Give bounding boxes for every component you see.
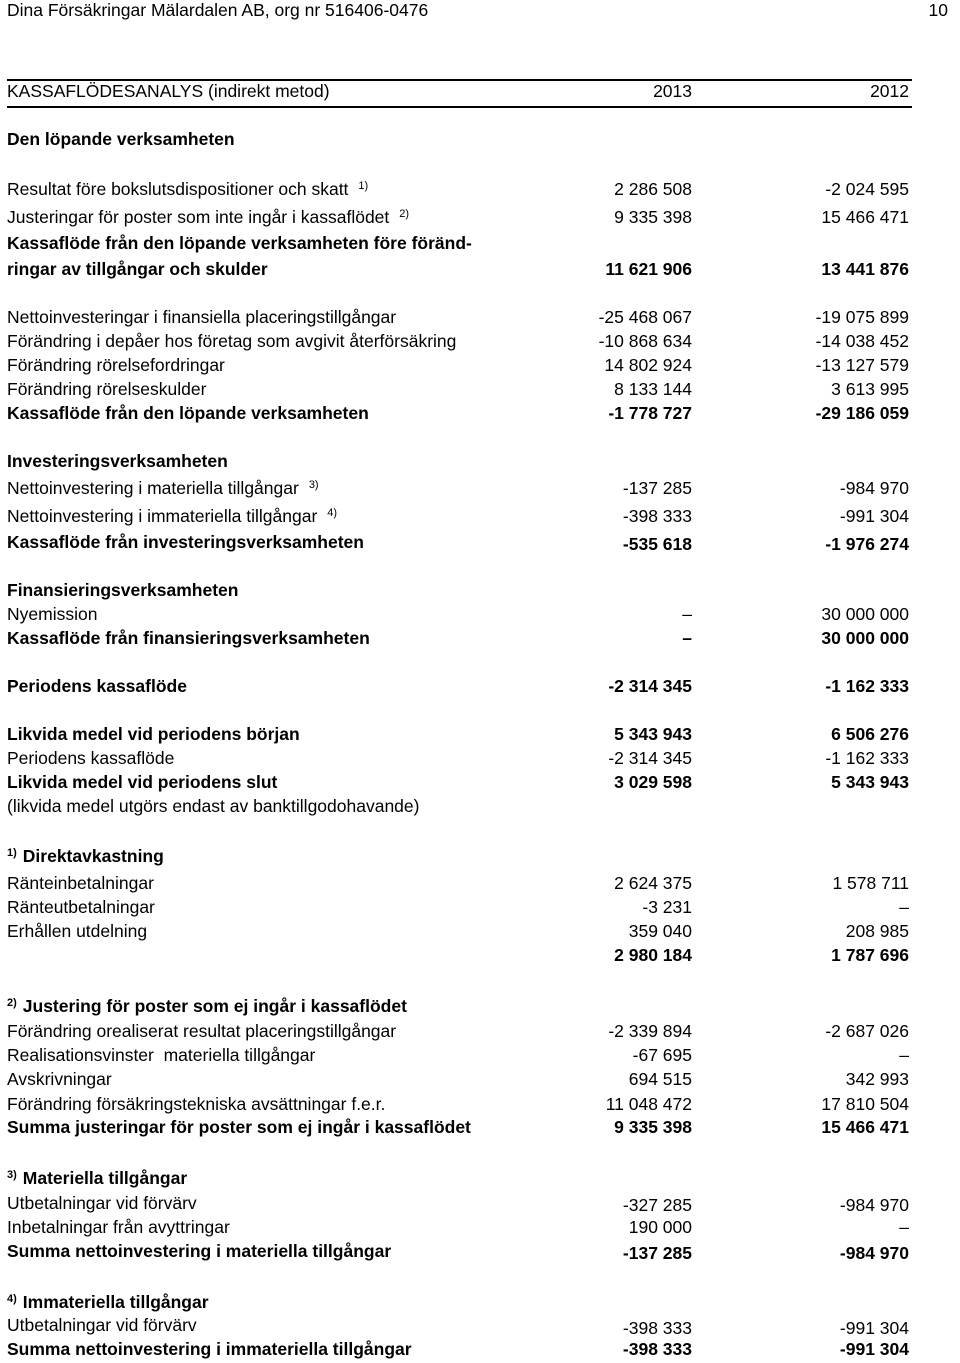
footnote-ref: 1) <box>358 180 369 192</box>
table-row: Resultat före bokslutsdispositioner och skatt $^{1)}$ 2 286 508 -2 024 595 <box>7 179 909 199</box>
title-bottom-rule <box>7 106 912 108</box>
table-title-row <box>7 81 912 103</box>
footnote-marker: 2) <box>7 997 17 1009</box>
table-row: Förändring rörelsefordringar 14 802 924 -13 127 579 <box>7 355 909 375</box>
section-heading-financing: Finansieringsverksamheten <box>7 580 239 600</box>
table-row: Kassaflöde från finansieringsverksamheten – 30 000 000 <box>7 628 909 648</box>
note-heading-direktavkastning: $^{1)}$ Direktavkastning <box>7 846 164 866</box>
table-row: Nettoinvesteringar i finansiella placeringstillgångar -25 468 067 -19 075 899 <box>7 307 909 327</box>
table-row: Erhållen utdelning 359 040 208 985 <box>7 921 909 941</box>
table-row: Förändring rörelseskulder 8 133 144 3 613 995 <box>7 379 909 399</box>
table-row: Kassaflöde från den löpande verksamheten -1 778 727 -29 186 059 <box>7 403 909 423</box>
note-heading-immateriella: $^{4)}$ Immateriella tillgångar <box>7 1292 209 1312</box>
table-row: Realisationsvinster materiella tillgångar -67 695 – <box>7 1045 909 1065</box>
table-row: Nettoinvestering i materiella tillgångar $^{3)}$ -137 285 -984 970 <box>7 478 909 498</box>
table-row-total: 2 980 184 1 787 696 <box>614 945 909 965</box>
column-header-2012: 2012 <box>870 81 909 101</box>
section-heading-operating: Den löpande verksamheten <box>7 129 235 149</box>
section-heading-investing: Investeringsverksamheten <box>7 451 228 471</box>
column-header-2013: 2013 <box>653 81 692 101</box>
table-row: Ränteinbetalningar 2 624 375 1 578 711 <box>7 873 909 893</box>
table-row: Avskrivningar 694 515 342 993 <box>7 1069 909 1089</box>
page-header-company: Dina Försäkringar Mälardalen AB, org nr 516406-0476 <box>7 0 429 20</box>
table-row-total: Summa nettoinvestering i materiella tillgångar -137 285 -984 970 <box>7 1241 909 1263</box>
table-row: Periodens kassaflöde -2 314 345 -1 162 333 <box>7 676 909 696</box>
table-row: Likvida medel vid periodens början 5 343 943 6 506 276 <box>7 724 909 744</box>
page-number: 10 <box>928 0 948 20</box>
note-heading-justering: $^{2)}$ Justering för poster som ej ingår i kassaflödet <box>7 996 407 1016</box>
table-row: Förändring försäkringstekniska avsättningar f.e.r. 11 048 472 17 810 504 <box>7 1094 909 1114</box>
table-row: Justeringar för poster som inte ingår i kassaflödet $^{2)}$ 9 335 398 15 466 471 <box>7 207 909 227</box>
table-row: Nettoinvestering i immateriella tillgångar $^{4)}$ -398 333 -991 304 <box>7 506 909 526</box>
table-row: Periodens kassaflöde -2 314 345 -1 162 333 <box>7 748 909 768</box>
table-row: Kassaflöde från investeringsverksamheten -535 618 -1 976 274 <box>7 532 909 554</box>
footnote-marker: 3) <box>7 1169 17 1181</box>
liquidity-note: (likvida medel utgörs endast av banktillgodohavande) <box>7 796 420 816</box>
table-row: Kassaflöde från den löpande verksamheten före föränd- <box>7 233 472 253</box>
footnote-marker: 1) <box>7 847 17 859</box>
table-row: Förändring orealiserat resultat placeringstillgångar -2 339 894 -2 687 026 <box>7 1021 909 1041</box>
table-row: Nyemission – 30 000 000 <box>7 604 909 624</box>
table-row: Utbetalningar vid förvärv -398 333 -991 304 <box>7 1315 909 1338</box>
footnote-ref: 3) <box>308 479 319 491</box>
table-row: Utbetalningar vid förvärv -327 285 -984 970 <box>7 1193 909 1215</box>
footnote-marker: 4) <box>7 1293 17 1305</box>
table-row: Ränteutbetalningar -3 231 – <box>7 897 909 917</box>
table-title: KASSAFLÖDESANALYS (indirekt metod) <box>7 81 330 101</box>
table-row-total: Summa justeringar för poster som ej ingår i kassaflödet 9 335 398 15 466 471 <box>7 1117 909 1137</box>
table-row: ringar av tillgångar och skulder 11 621 906 13 441 876 <box>7 259 909 279</box>
note-heading-materiella: $^{3)}$ Materiella tillgångar <box>7 1168 188 1188</box>
footnote-ref: 2) <box>399 208 410 220</box>
footnote-ref: 4) <box>327 507 338 519</box>
table-row: Inbetalningar från avyttringar 190 000 – <box>7 1217 909 1237</box>
table-row: Likvida medel vid periodens slut 3 029 598 5 343 943 <box>7 772 909 792</box>
table-row: Förändring i depåer hos företag som avgivit återförsäkring -10 868 634 -14 038 452 <box>7 331 909 351</box>
table-row-total: Summa nettoinvestering i immateriella tillgångar -398 333 -991 304 <box>7 1339 909 1359</box>
